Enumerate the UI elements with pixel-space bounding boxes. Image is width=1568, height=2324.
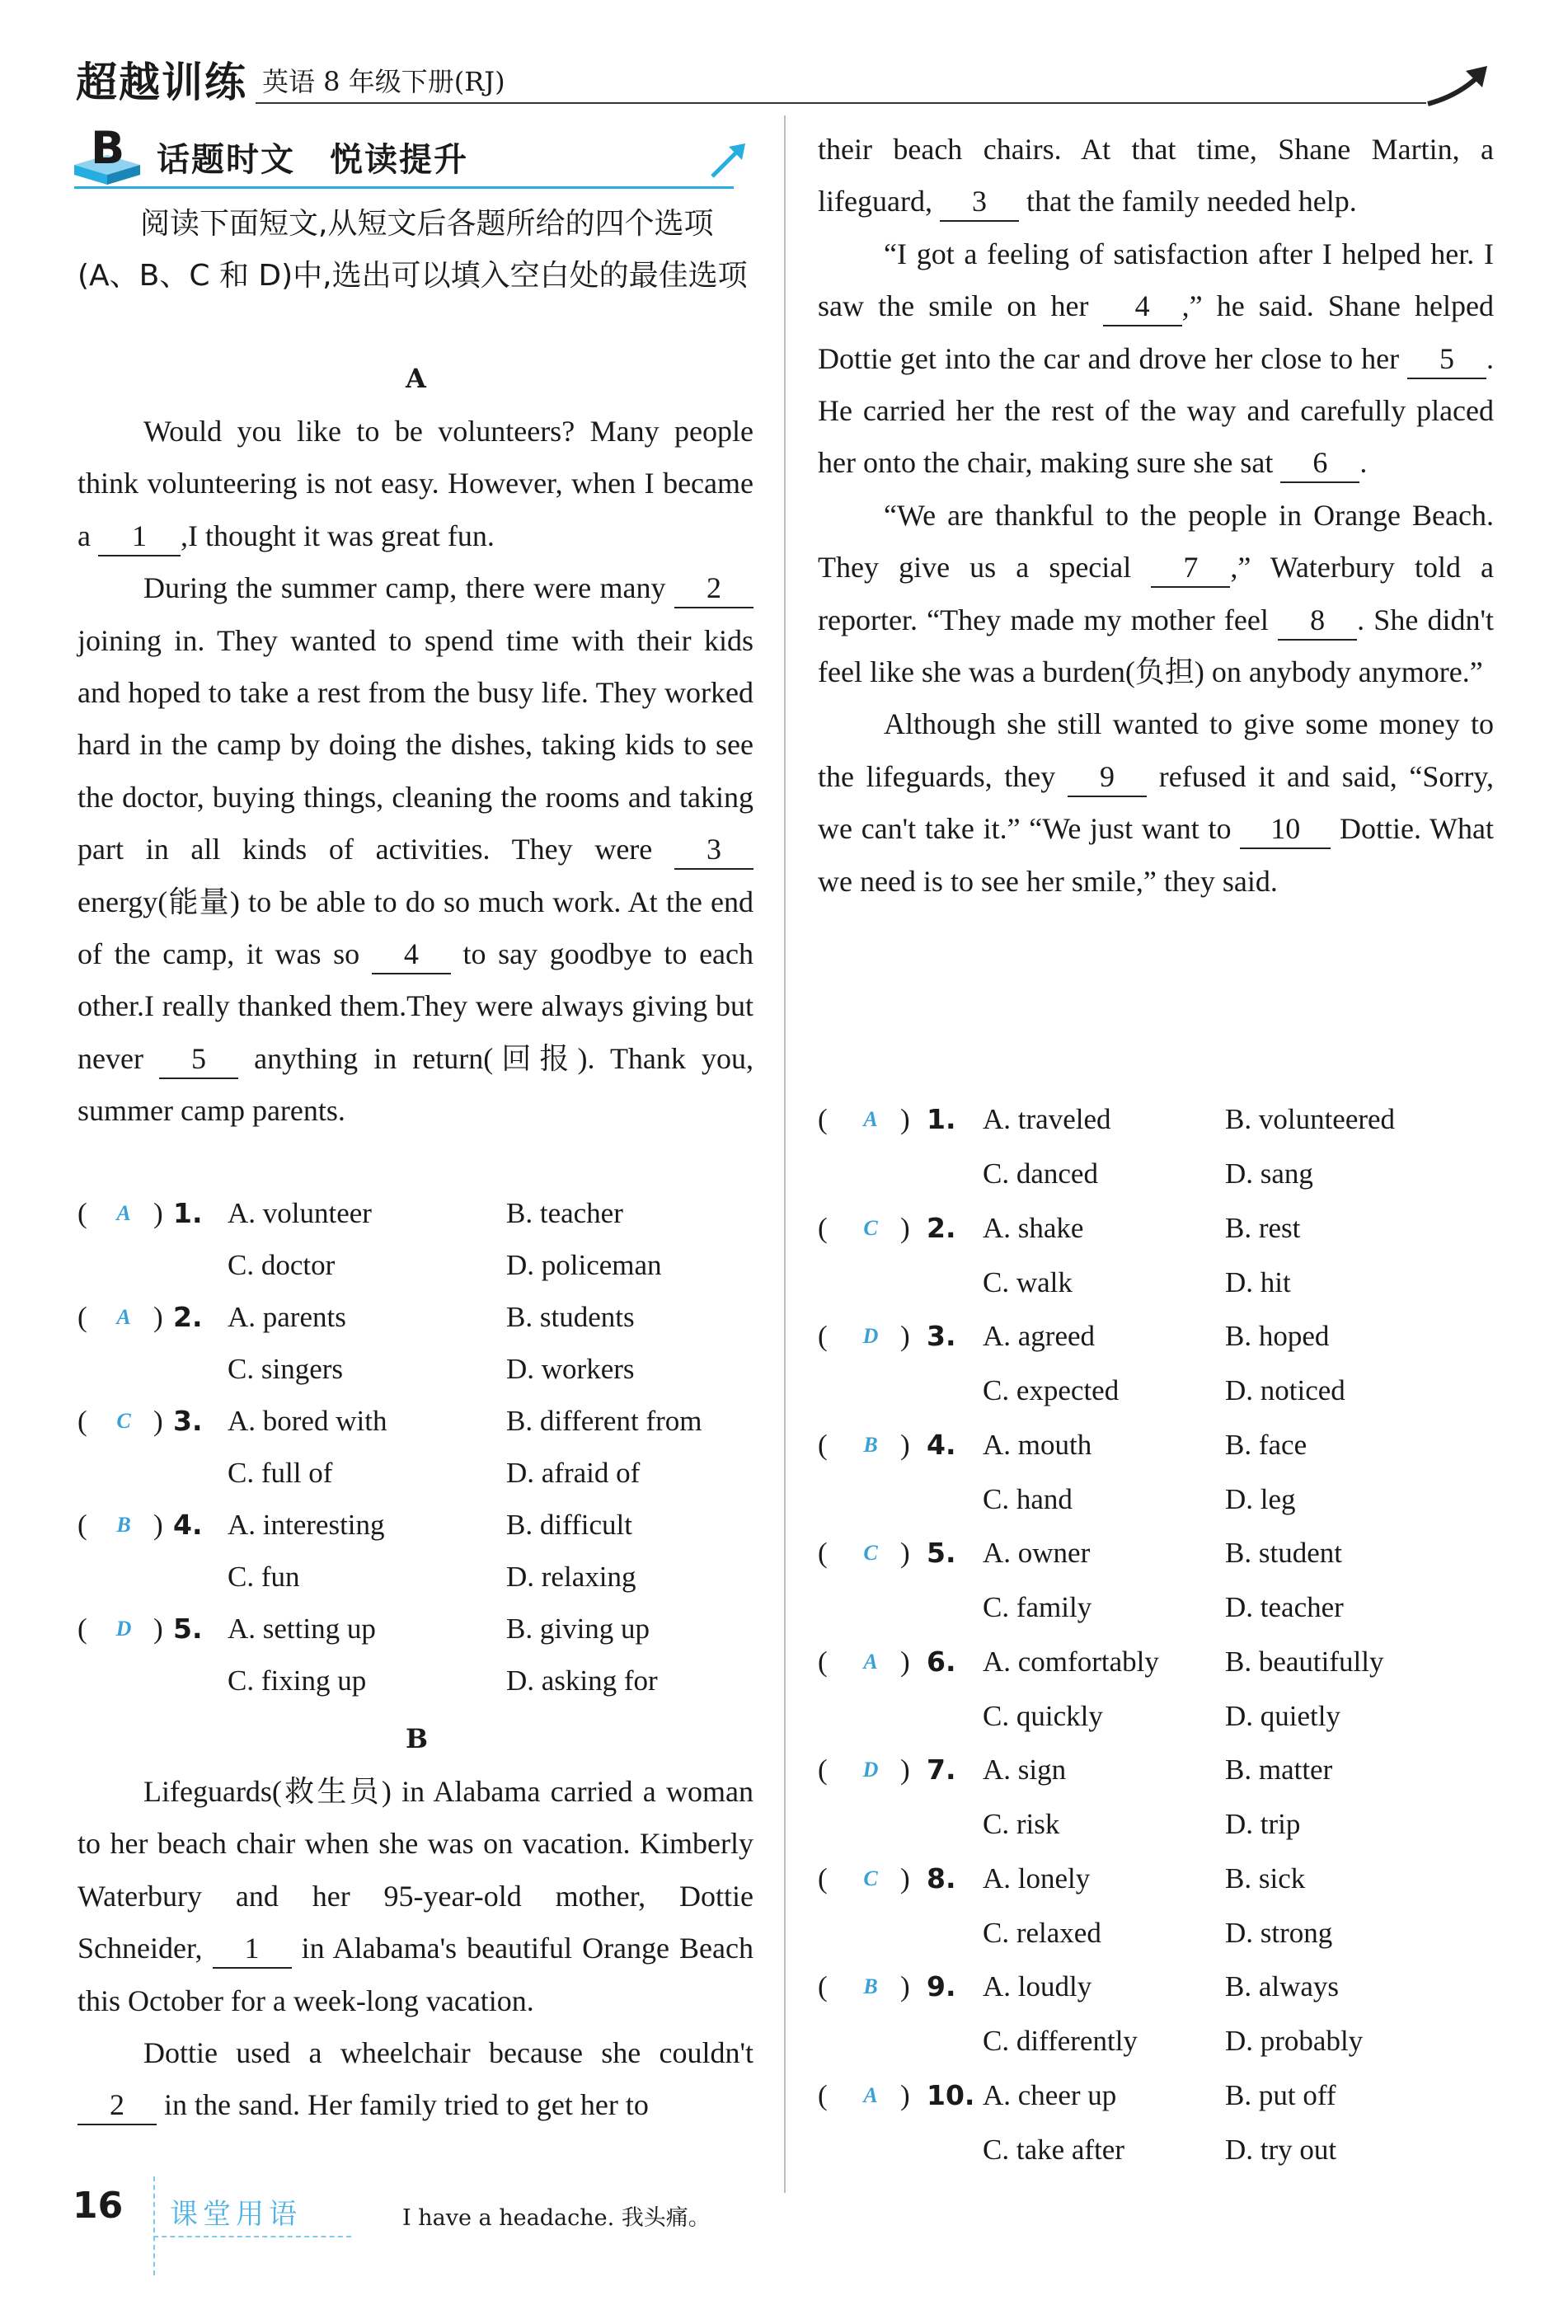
paren-close: ) [900,1211,910,1244]
option-d: D. relaxing [506,1561,636,1593]
question-number: 5. [173,1613,203,1645]
option-d: D. leg [1225,1482,1296,1515]
paren-close: ) [900,1970,910,2002]
question-row-cont [818,1364,1494,1417]
option-d: D. sang [1225,1157,1313,1190]
option-d: D. quietly [1225,1699,1340,1732]
question-row [77,1499,753,1552]
blank-b1: 1 [213,1929,292,1969]
option-b: B. face [1225,1428,1307,1461]
option-c: C. fun [228,1561,300,1593]
option-b: B. students [506,1301,635,1333]
paren-close: ) [900,1428,910,1461]
question-row [818,1744,1494,1796]
paren-close: ) [900,1754,910,1786]
option-a: A. traveled [983,1103,1111,1135]
option-a: A. cheer up [983,2078,1117,2111]
paren-close: ) [153,1197,163,1229]
blank-b9: 9 [1068,758,1147,797]
option-a: A. interesting [228,1509,385,1541]
question-number: 3. [173,1405,203,1437]
passage-b-label: B [406,1723,429,1754]
paren-open: ( [77,1613,87,1645]
answer-mark: D [862,1324,879,1348]
option-d: D. strong [1225,1916,1333,1949]
paren-open: ( [818,1320,828,1352]
text-run: During the summer camp, there were many [143,571,666,605]
section-rule [74,186,734,189]
paren-open: ( [77,1405,87,1437]
option-b: B. matter [1225,1754,1333,1786]
answer-mark: A [116,1305,131,1329]
option-d: D. try out [1225,2133,1337,2166]
passage-b-right [818,124,1494,908]
text-run: Lifeguards(救生员) in Alabama carried a woman to her beach chair when she was on vacation. Kimberly Waterbury and her 95-year-old mother, Dottie Schneider, [77,1775,753,1965]
question-row-cont [818,1798,1494,1851]
text-run: their beach chairs. At that time, Shane Martin, a lifeguard, [818,133,1494,218]
option-b: B. volunteered [1225,1103,1396,1135]
text-run: anything in return(回报). Thank you, summer camp parents. [77,1041,753,1128]
text-run: in Alabama's beautiful Orange Beach this October for a week-long vacation. [77,1932,753,2017]
blank-b7: 7 [1151,548,1230,588]
footer-tag: 课堂用语 [170,2198,302,2231]
answer-mark: A [863,1649,878,1674]
paren-close: ) [900,2078,910,2111]
option-b: B. different from [506,1405,702,1437]
paren-open: ( [818,1645,828,1678]
option-c: C. differently [983,2025,1138,2057]
question-row-cont [77,1239,753,1292]
blank-b6: 6 [1280,444,1359,483]
question-number: 9. [927,1970,956,2002]
footer-phrase: I have a headache. 我头痛。 [402,2205,711,2231]
question-row-cont [818,1907,1494,1960]
blank-b4: 4 [1103,287,1182,326]
footer-divider [153,2176,155,2275]
paren-close: ) [900,1862,910,1894]
paren-open: ( [818,1754,828,1786]
question-number: 3. [927,1320,956,1352]
book-subtitle: 英语 8 年级下册(RJ) [262,66,505,97]
text-run: Would you like to be volunteers? Many people think volunteering is not easy. However, when I became a [77,415,753,552]
option-a: A. mouth [983,1428,1092,1461]
answer-mark: A [863,2082,878,2107]
text-run: energy(能量) to be able to do so much work. At the end of the camp, it was so [77,885,753,971]
option-b: B. giving up [506,1613,650,1645]
question-row-cont [77,1655,753,1707]
passage-a-label: A [406,363,426,394]
question-row-cont [818,1473,1494,1526]
option-b: B. rest [1225,1211,1301,1244]
option-b: B. hoped [1225,1320,1330,1352]
question-row-cont [77,1343,753,1396]
paren-open: ( [818,1970,828,2002]
swoosh-arrow-icon [1426,63,1492,107]
answer-mark: C [116,1409,131,1433]
text-run: . She didn't feel like she was a burden(负担) on anybody anymore.” [818,603,1495,689]
paren-open: ( [818,2078,828,2111]
question-row [818,1852,1494,1905]
question-row-cont [77,1551,753,1603]
option-b: B. beautifully [1225,1645,1384,1678]
footer-tag-rule [153,2236,351,2237]
option-c: C. relaxed [983,1916,1101,1949]
question-row [818,1419,1494,1472]
text-run: to say goodbye to each other.I really thanked them.They were always giving but never [77,937,754,1075]
blank-a4: 4 [372,935,451,974]
question-number: 6. [927,1645,956,1678]
question-row-cont [818,2015,1494,2068]
option-a: A. lonely [983,1862,1091,1894]
passage-a [77,406,753,1138]
option-a: A. owner [983,1537,1091,1569]
column-divider [784,115,786,2193]
question-number: 2. [927,1211,956,1244]
option-a: A. setting up [228,1613,376,1645]
text-run: Dottie. What we need is to see her smile,” they said. [818,812,1495,898]
paren-close: ) [153,1613,163,1645]
section-letter: B [91,122,125,174]
question-row [818,1527,1494,1580]
option-c: C. doctor [228,1249,336,1281]
text-run: “I got a feeling of satisfaction after I helped her. I saw the smile on her [818,237,1494,323]
option-c: C. hand [983,1482,1073,1515]
question-number: 8. [927,1862,956,1894]
option-b: B. always [1225,1970,1340,2002]
question-number: 2. [173,1301,203,1333]
option-a: A. loudly [983,1970,1092,2002]
blank-b2: 2 [77,2086,157,2125]
answer-mark: D [115,1617,132,1641]
paren-open: ( [77,1509,87,1541]
text-run: . [1359,446,1368,480]
passage-b-left [77,1766,753,2132]
option-c: C. walk [983,1265,1073,1298]
option-d: D. teacher [1225,1591,1344,1623]
option-a: A. shake [983,1211,1084,1244]
option-c: C. expected [983,1374,1120,1406]
option-a: A. bored with [228,1405,387,1437]
option-c: C. take after [983,2133,1124,2166]
section-heading [74,122,750,191]
question-row [818,1093,1494,1146]
question-row-cont [818,1690,1494,1743]
text-run: “We are thankful to the people in Orange Beach. They give us a special [818,498,1494,585]
paren-close: ) [900,1320,910,1352]
answer-mark: B [116,1513,131,1537]
paren-close: ) [900,1537,910,1569]
option-c: C. risk [983,1808,1060,1840]
blank-a1: 1 [98,517,181,556]
paren-open: ( [77,1301,87,1333]
question-row [77,1291,753,1344]
answer-mark: B [863,1974,878,1998]
paren-close: ) [900,1103,910,1135]
page-number: 16 [73,2185,124,2227]
option-a: A. parents [228,1301,346,1333]
paren-close: ) [900,1645,910,1678]
text-run: ,I thought it was great fun. [180,519,495,552]
question-row-cont [818,1256,1494,1309]
answer-mark: C [863,1215,878,1240]
paren-open: ( [818,1428,828,1461]
question-row-cont [818,1148,1494,1200]
option-d: D. workers [506,1353,635,1385]
blank-b3: 3 [940,182,1019,222]
text-run: joining in. They wanted to spend time with their kids and hoped to take a rest from the busy life. They worked hard in the camp by doing the dishes, taking kids to see the doctor, buying things, cleaning the rooms and taking part in all kinds of activities. They were [77,623,753,866]
option-d: D. probably [1225,2025,1364,2057]
option-c: C. quickly [983,1699,1103,1732]
paren-close: ) [153,1509,163,1541]
option-d: D. asking for [506,1664,658,1697]
question-row [818,1636,1494,1688]
text-run: refused it and said, “Sorry, we can't take it.” “We just want to [818,759,1495,846]
question-number: 1. [927,1103,956,1135]
option-d: D. noticed [1225,1374,1345,1406]
answer-mark: C [863,1866,878,1890]
section-title: 话题时文 悦读提升 [157,141,468,179]
option-c: C. danced [983,1157,1098,1190]
paren-open: ( [818,1862,828,1894]
option-b: B. sick [1225,1862,1306,1894]
question-row-cont [818,1581,1494,1634]
answer-mark: B [863,1432,878,1457]
option-a: A. agreed [983,1320,1096,1352]
option-c: C. full of [228,1457,333,1489]
answer-mark: A [116,1201,131,1225]
question-number: 1. [173,1197,203,1229]
instruction: 阅读下面短文,从短文后各题所给的四个选项(A、B、C 和 D)中,选出可以填入空白处的最佳选项 [77,207,748,293]
question-number: 10. [927,2078,975,2111]
blank-a5: 5 [159,1040,238,1079]
question-row [77,1603,753,1655]
series-title: 超越训练 [76,59,247,106]
text-run: in the sand. Her family tried to get her to [164,2088,649,2122]
option-b: B. student [1225,1537,1342,1569]
option-d: D. trip [1225,1808,1301,1840]
question-row [818,2069,1494,2122]
blank-b8: 8 [1278,601,1357,641]
option-b: B. put off [1225,2078,1336,2111]
option-a: A. volunteer [228,1197,372,1229]
paren-open: ( [818,1211,828,1244]
question-number: 4. [927,1428,956,1461]
paren-close: ) [153,1301,163,1333]
question-row-cont [77,1447,753,1500]
question-number: 4. [173,1509,203,1541]
answer-mark: D [862,1758,879,1782]
option-d: D. hit [1225,1265,1291,1298]
arrow-up-right-icon [709,140,750,180]
blank-b10: 10 [1240,810,1331,849]
text-run: that the family needed help. [1026,185,1357,218]
text-run: ,” he said. Shane helped Dottie get into the car and drove her close to her [818,289,1494,375]
question-row [77,1395,753,1448]
text-run: Dottie used a wheelchair because she couldn't [143,2036,753,2070]
option-d: D. afraid of [506,1457,641,1489]
question-row [818,1202,1494,1255]
option-a: A. comfortably [983,1645,1159,1678]
text-run: Although she still wanted to give some money to the lifeguards, they [818,707,1494,793]
question-number: 7. [927,1754,956,1786]
header-rule [256,102,1426,104]
option-a: A. sign [983,1754,1067,1786]
question-row [818,1960,1494,2013]
question-row [77,1187,753,1240]
paren-close: ) [153,1405,163,1437]
paren-open: ( [77,1197,87,1229]
blank-a2: 2 [674,569,753,608]
option-c: C. family [983,1591,1092,1623]
question-number: 5. [927,1537,956,1569]
question-row [818,1310,1494,1363]
paren-open: ( [818,1537,828,1569]
option-c: C. singers [228,1353,343,1385]
text-run: ,” Waterbury told a reporter. “They made my mother feel [818,551,1495,636]
text-run: . He carried her the rest of the way and carefully placed her onto the chair, making sure she sat [818,341,1494,480]
answer-mark: C [863,1541,878,1565]
option-b: B. difficult [506,1509,632,1541]
option-b: B. teacher [506,1197,623,1229]
blank-b5: 5 [1407,340,1486,379]
option-c: C. fixing up [228,1664,367,1697]
blank-a3: 3 [674,830,753,870]
paren-open: ( [818,1103,828,1135]
question-row-cont [818,2124,1494,2176]
answer-mark: A [863,1107,878,1131]
option-d: D. policeman [506,1249,662,1281]
